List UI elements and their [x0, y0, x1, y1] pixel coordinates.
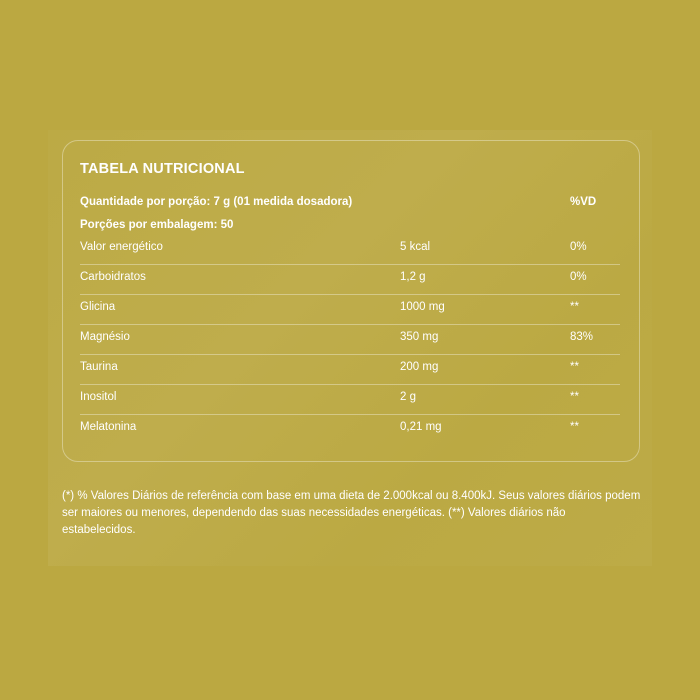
nutrient-vd: **	[570, 301, 579, 313]
nutrient-name: Taurina	[80, 361, 118, 373]
nutrient-amount: 200 mg	[400, 361, 439, 373]
nutrient-name: Carboidratos	[80, 271, 146, 283]
nutrient-vd: **	[570, 361, 579, 373]
nutrient-vd: **	[570, 421, 579, 433]
table-row	[80, 354, 620, 385]
table-row	[80, 294, 620, 325]
table-row	[80, 234, 620, 265]
nutrient-name: Magnésio	[80, 331, 130, 343]
nutrient-vd: **	[570, 391, 579, 403]
nutrient-name: Glicina	[80, 301, 116, 313]
nutrient-amount: 0,21 mg	[400, 421, 442, 433]
nutrient-amount: 350 mg	[400, 331, 439, 343]
vd-column-header: %VD	[570, 196, 597, 208]
nutrient-name: Valor energético	[80, 241, 163, 253]
footnote: (*) % Valores Diários de referência com base em uma dieta de 2.000kcal ou 8.400kJ. Seus valores diários podem ser maiores ou menores, dependendo das suas necessidades energéticas. (**) Valores diários não estabelecidos.	[62, 490, 641, 536]
nutrient-amount: 1,2 g	[400, 271, 426, 283]
table-row	[80, 414, 620, 444]
nutrient-vd: 83%	[570, 331, 594, 343]
table-row	[80, 384, 620, 415]
serving-size: Quantidade por porção: 7 g (01 medida dosadora)	[80, 196, 353, 208]
nutrient-name: Melatonina	[80, 421, 137, 433]
nutrient-amount: 1000 mg	[400, 301, 445, 313]
servings-per-package: Porções por embalagem: 50	[80, 219, 234, 231]
nutrient-vd: 0%	[570, 271, 587, 283]
nutrient-amount: 5 kcal	[400, 241, 431, 253]
table-title: TABELA NUTRICIONAL	[80, 161, 245, 177]
nutrient-name: Inositol	[80, 391, 117, 403]
table-row	[80, 264, 620, 295]
nutrient-amount: 2 g	[400, 391, 416, 403]
table-row	[80, 324, 620, 355]
nutrient-vd: 0%	[570, 241, 587, 253]
